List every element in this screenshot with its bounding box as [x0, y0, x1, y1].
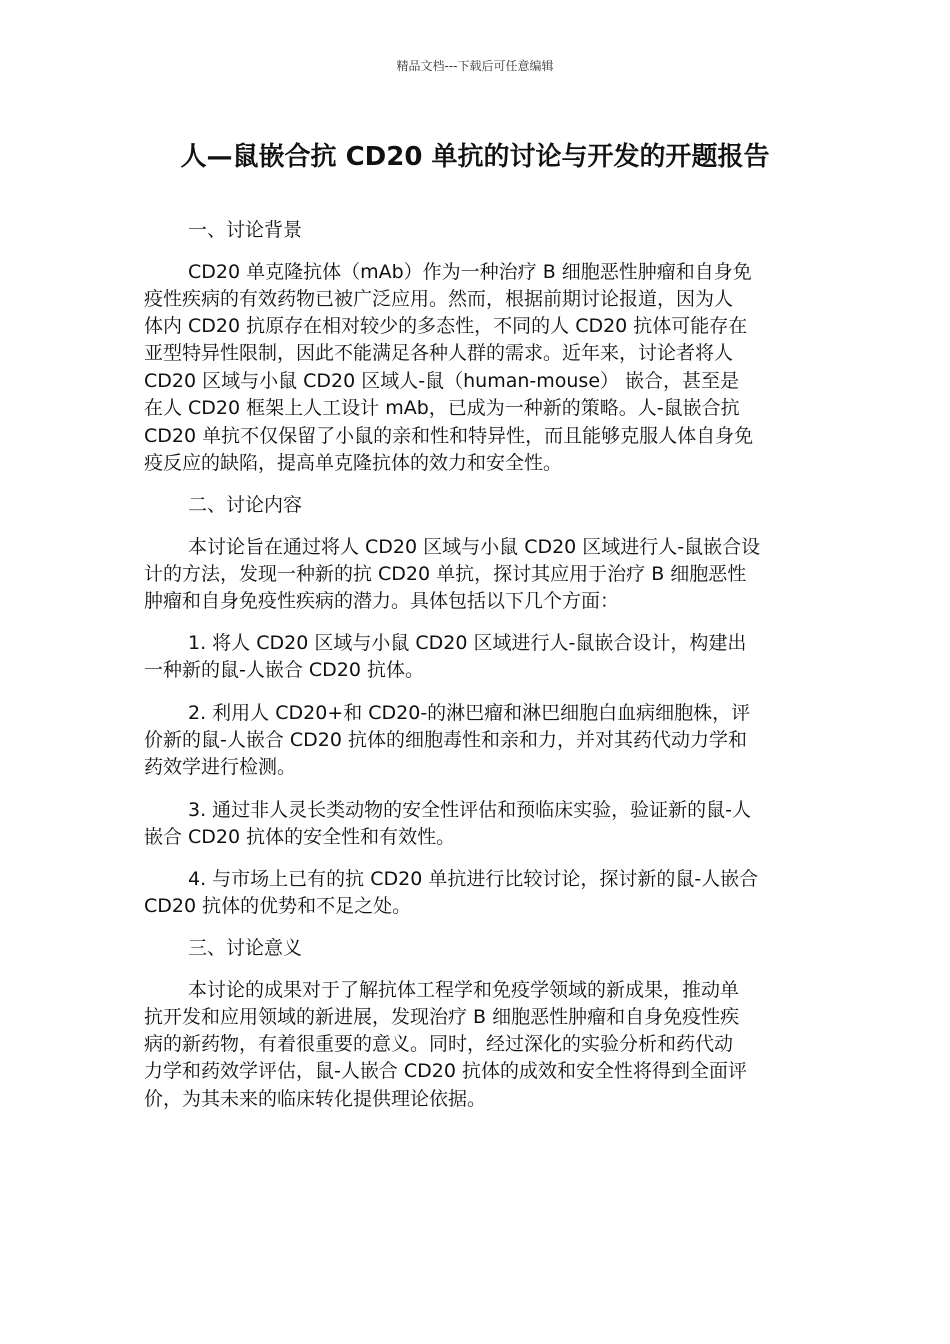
text-line: CD20 抗体的优势和不足之处。: [144, 895, 412, 917]
text-line: 4. 与市场上已有的抗 CD20 单抗进行比较讨论，探讨新的鼠-人嵌合: [188, 868, 759, 890]
text-line: CD20 区域与小鼠 CD20 区域人-鼠（human-mouse） 嵌合，甚至是: [144, 370, 740, 392]
text-line: 2. 利用人 CD20+和 CD20-的淋巴瘤和淋巴细胞白血病细胞株，评: [188, 702, 751, 724]
text-line: 药效学进行检测。: [144, 756, 297, 778]
text-line: 疫反应的缺陷，提高单克隆抗体的效力和安全性。: [144, 452, 563, 474]
text-line: 嵌合 CD20 抗体的安全性和有效性。: [144, 826, 456, 848]
text-line: 价，为其未来的临床转化提供理论依据。: [144, 1088, 487, 1110]
text-line: 计的方法，发现一种新的抗 CD20 单抗，探讨其应用于治疗 B 细胞恶性: [144, 563, 747, 585]
document-title: 人—鼠嵌合抗 CD20 单抗的讨论与开发的开题报告: [180, 142, 770, 172]
text-line: 体内 CD20 抗原存在相对较少的多态性，不同的人 CD20 抗体可能存在: [144, 315, 748, 337]
text-line: 本讨论旨在通过将人 CD20 区域与小鼠 CD20 区域进行人-鼠嵌合设: [188, 536, 761, 558]
text-line: CD20 单抗不仅保留了小鼠的亲和性和特异性，而且能够克服人体自身免: [144, 425, 754, 447]
text-line: 亚型特异性限制，因此不能满足各种人群的需求。近年来，讨论者将人: [144, 342, 734, 364]
section-heading: 二、讨论内容: [188, 494, 303, 516]
text-line: 一种新的鼠-人嵌合 CD20 抗体。: [144, 659, 425, 681]
section-heading: 一、讨论背景: [188, 219, 303, 241]
text-line: CD20 单克隆抗体（mAb）作为一种治疗 B 细胞恶性肿瘤和自身免: [188, 261, 752, 283]
text-line: 3. 通过非人灵长类动物的安全性评估和预临床实验，验证新的鼠-人: [188, 799, 752, 821]
text-line: 病的新药物，有着很重要的意义。同时，经过深化的实验分析和药代动: [144, 1033, 734, 1055]
text-line: 本讨论的成果对于了解抗体工程学和免疫学领域的新成果，推动单: [188, 979, 740, 1001]
page-header: 精品文档---下载后可任意编辑: [396, 59, 554, 73]
section-heading: 三、讨论意义: [188, 937, 303, 959]
text-line: 抗开发和应用领域的新进展，发现治疗 B 细胞恶性肿瘤和自身免疫性疾: [144, 1006, 740, 1028]
text-line: 价新的鼠-人嵌合 CD20 抗体的细胞毒性和亲和力，并对其药代动力学和: [144, 729, 748, 751]
text-line: 疫性疾病的有效药物已被广泛应用。然而，根据前期讨论报道，因为人: [144, 288, 734, 310]
text-line: 力学和药效学评估，鼠-人嵌合 CD20 抗体的成效和安全性将得到全面评: [144, 1060, 748, 1082]
text-line: 1. 将人 CD20 区域与小鼠 CD20 区域进行人-鼠嵌合设计，构建出: [188, 632, 747, 654]
text-line: 在人 CD20 框架上人工设计 mAb，已成为一种新的策略。人-鼠嵌合抗: [144, 397, 740, 419]
text-line: 肿瘤和自身免疫性疾病的潜力。具体包括以下几个方面：: [144, 590, 620, 612]
